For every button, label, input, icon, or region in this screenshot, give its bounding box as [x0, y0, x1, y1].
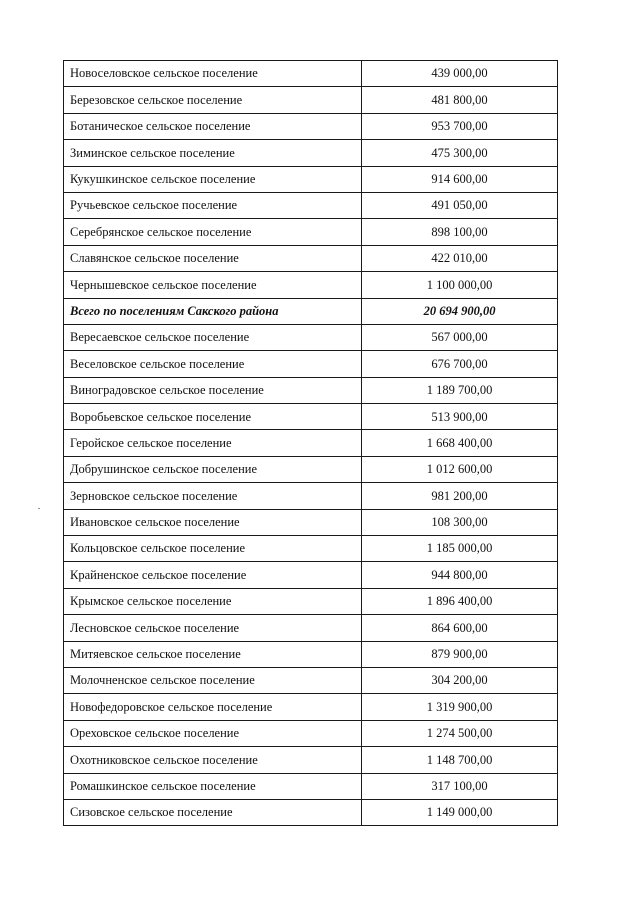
table-row	[64, 615, 558, 641]
settlement-name-cell: Вересаевское сельское поселение	[64, 324, 362, 350]
table-body	[64, 61, 558, 826]
settlement-name-cell: Ромашкинское сельское поселение	[64, 773, 362, 799]
amount-cell: 475 300,00	[362, 140, 558, 166]
settlement-name-cell: Молочненское сельское поселение	[64, 667, 362, 693]
settlement-name-cell: Митяевское сельское поселение	[64, 641, 362, 667]
table-row	[64, 245, 558, 271]
table-row	[64, 483, 558, 509]
amount-cell: 439 000,00	[362, 61, 558, 87]
amount-cell: 108 300,00	[362, 509, 558, 535]
settlement-name-cell: Славянское сельское поселение	[64, 245, 362, 271]
amount-cell: 1 100 000,00	[362, 272, 558, 298]
amount-cell: 981 200,00	[362, 483, 558, 509]
table-row	[64, 720, 558, 746]
settlement-name-cell: Крымское сельское поселение	[64, 588, 362, 614]
settlements-budget-table	[63, 60, 558, 826]
table-row	[64, 377, 558, 403]
amount-cell: 944 800,00	[362, 562, 558, 588]
amount-cell: 1 148 700,00	[362, 747, 558, 773]
amount-cell: 898 100,00	[362, 219, 558, 245]
amount-cell: 879 900,00	[362, 641, 558, 667]
table-row	[64, 694, 558, 720]
amount-cell: 1 274 500,00	[362, 720, 558, 746]
table-row	[64, 61, 558, 87]
settlement-name-cell: Сизовское сельское поселение	[64, 799, 362, 825]
amount-cell: 317 100,00	[362, 773, 558, 799]
settlement-name-cell: Зерновское сельское поселение	[64, 483, 362, 509]
amount-cell: 1 668 400,00	[362, 430, 558, 456]
amount-cell: 304 200,00	[362, 667, 558, 693]
amount-cell: 1 896 400,00	[362, 588, 558, 614]
settlement-name-cell: Чернышевское сельское поселение	[64, 272, 362, 298]
amount-cell: 513 900,00	[362, 404, 558, 430]
amount-cell: 1 012 600,00	[362, 456, 558, 482]
table-row	[64, 588, 558, 614]
settlement-name-cell: Охотниковское сельское поселение	[64, 747, 362, 773]
settlement-name-cell: Новоселовское сельское поселение	[64, 61, 362, 87]
amount-cell: 481 800,00	[362, 87, 558, 113]
table-row	[64, 799, 558, 825]
settlement-name-cell: Добрушинское сельское поселение	[64, 456, 362, 482]
amount-cell: 914 600,00	[362, 166, 558, 192]
settlement-name-cell: Воробьевское сельское поселение	[64, 404, 362, 430]
amount-cell: 1 189 700,00	[362, 377, 558, 403]
table-row	[64, 509, 558, 535]
table-row	[64, 166, 558, 192]
table-row	[64, 272, 558, 298]
table-row	[64, 324, 558, 350]
settlement-name-cell: Виноградовское сельское поселение	[64, 377, 362, 403]
settlement-name-cell: Геройское сельское поселение	[64, 430, 362, 456]
settlement-name-cell: Ореховское сельское поселение	[64, 720, 362, 746]
table-row	[64, 404, 558, 430]
table-row	[64, 430, 558, 456]
amount-cell: 1 185 000,00	[362, 536, 558, 562]
settlement-name-cell: Серебрянское сельское поселение	[64, 219, 362, 245]
amount-cell: 567 000,00	[362, 324, 558, 350]
table-row	[64, 219, 558, 245]
settlement-name-cell: Березовское сельское поселение	[64, 87, 362, 113]
settlement-name-cell: Новофедоровское сельское поселение	[64, 694, 362, 720]
amount-cell: 1 149 000,00	[362, 799, 558, 825]
table-row	[64, 87, 558, 113]
amount-cell: 864 600,00	[362, 615, 558, 641]
settlement-name-cell: Ивановское сельское поселение	[64, 509, 362, 535]
settlement-name-cell: Ботаническое сельское поселение	[64, 113, 362, 139]
table-row	[64, 747, 558, 773]
amount-cell: 422 010,00	[362, 245, 558, 271]
settlement-name-cell: Зиминское сельское поселение	[64, 140, 362, 166]
table-row	[64, 351, 558, 377]
settlement-name-cell: Ручьевское сельское поселение	[64, 192, 362, 218]
table-row	[64, 113, 558, 139]
settlement-name-cell: Всего по поселениям Сакского района	[64, 298, 362, 324]
total-row	[64, 298, 558, 324]
table-row	[64, 562, 558, 588]
settlement-name-cell: Крайненское сельское поселение	[64, 562, 362, 588]
amount-cell: 676 700,00	[362, 351, 558, 377]
settlement-name-cell: Лесновское сельское поселение	[64, 615, 362, 641]
table-row	[64, 641, 558, 667]
settlement-name-cell: Кольцовское сельское поселение	[64, 536, 362, 562]
amount-cell: 491 050,00	[362, 192, 558, 218]
table-row	[64, 192, 558, 218]
amount-cell: 953 700,00	[362, 113, 558, 139]
table-row	[64, 536, 558, 562]
settlement-name-cell: Кукушкинское сельское поселение	[64, 166, 362, 192]
amount-cell: 1 319 900,00	[362, 694, 558, 720]
amount-cell: 20 694 900,00	[362, 298, 558, 324]
table-row	[64, 140, 558, 166]
table-row	[64, 456, 558, 482]
settlement-name-cell: Веселовское сельское поселение	[64, 351, 362, 377]
table-row	[64, 667, 558, 693]
table-row	[64, 773, 558, 799]
scan-speck	[38, 508, 40, 509]
